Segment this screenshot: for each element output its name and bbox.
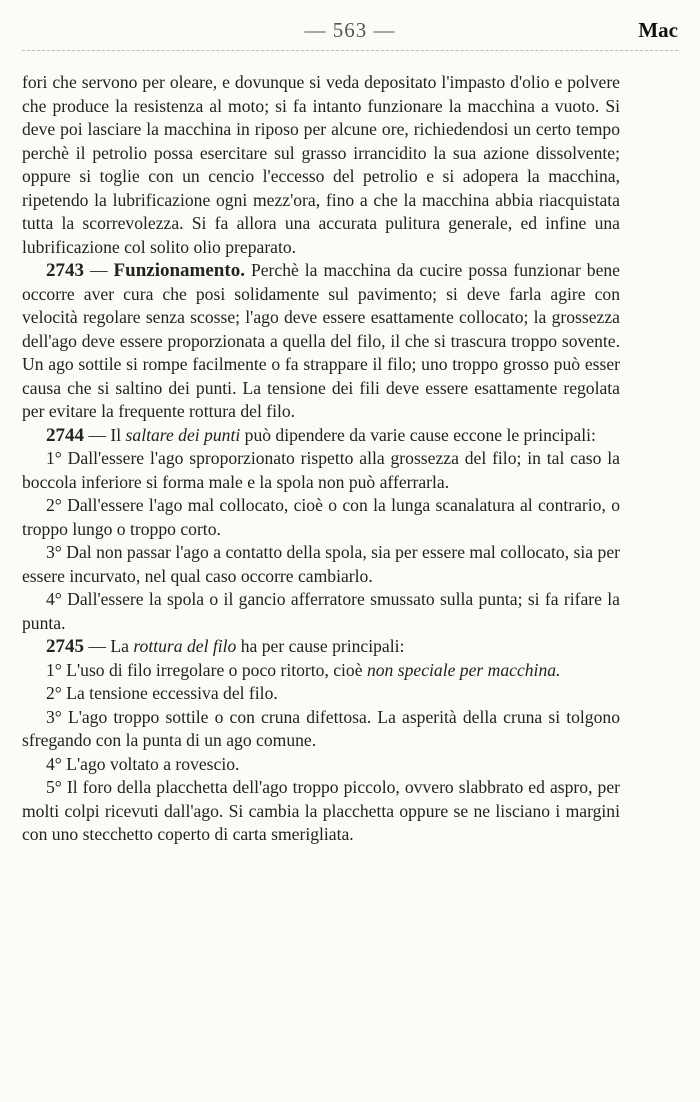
paragraph-text: 4° Dall'essere la spola o il gancio afferratore smussato sulla punta; si fa rifare la punta. bbox=[22, 589, 620, 633]
paragraph-text: 3° L'ago troppo sottile o con cruna difettosa. La asperità della cruna si tolgono sfregando con la punta di un ago comune. bbox=[22, 706, 620, 750]
paragraph-text: 5° Il foro della placchetta dell'ago troppo piccolo, ovvero slabbrato ed aspro, per molti colpi ricevuti dall'ago. Si cambia la placchetta oppure se ne lisciano i margini con uno stecchetto coperto di carta smerigliata. bbox=[22, 777, 620, 844]
list-item bbox=[22, 447, 620, 494]
section-number: 2744 bbox=[46, 424, 84, 446]
paragraph-text: 1° Dall'essere l'ago sproporzionato rispetto alla grossezza del filo; in tal caso la boccola inferiore si forma male e la spola non può afferrarla. bbox=[22, 448, 620, 492]
list-item bbox=[22, 659, 620, 683]
list-item bbox=[22, 588, 620, 635]
section-title: Funzionamento. bbox=[113, 260, 245, 281]
paragraph-text: Il bbox=[110, 424, 122, 445]
paragraph bbox=[22, 71, 620, 259]
section-2744: 2744 — Il saltare dei punti può dipendere da varie cause eccone le principali: bbox=[46, 424, 596, 446]
paragraph-text: 3° Dal non passar l'ago a contatto della spola, sia per essere mal collocato, sia per essere incurvato, nel qual caso occorre cambiarlo. bbox=[22, 542, 620, 586]
section-2743: 2743 — Funzionamento. Perchè la macchina da cucire possa funzionar bene occorre aver cura che posi solidamente sul pavimento; si deve farla agire con velocità regolare senza scosse; l'ago deve essere esattamente collocato; la grossezza dell'ago deve essere proporzionata a quella del filo, il che si trascura troppo sovente. Un ago sottile si rompe facilmente o fa strappare il filo; uno troppo grosso può esser causa che si saltino dei punti. La tensione dei fili deve essere esattamente regolata per evitare la frequente rottura del filo. bbox=[22, 260, 620, 421]
paragraph-text: 2° Dall'essere l'ago mal collocato, cioè o con la lunga scanalatura al contrario, o troppo lungo o troppo corto. bbox=[22, 495, 620, 539]
page-header bbox=[22, 18, 678, 48]
list-item bbox=[22, 776, 620, 847]
header-rule bbox=[22, 50, 678, 51]
section-2745: 2745 — La rottura del filo ha per cause principali: bbox=[46, 636, 405, 657]
section-number: 2743 bbox=[46, 260, 84, 281]
paragraph-text: La bbox=[110, 636, 129, 656]
emphasized-text: rottura del filo bbox=[133, 636, 237, 656]
section-number: 2745 bbox=[46, 636, 84, 657]
paragraph-text: 1° L'uso di filo irregolare o poco ritorto, cioè bbox=[46, 659, 363, 680]
page-number: — 563 — bbox=[304, 18, 396, 42]
list-item bbox=[22, 706, 620, 753]
list-item bbox=[22, 494, 620, 541]
emphasized-text: saltare dei punti bbox=[125, 424, 241, 445]
list-item bbox=[22, 682, 620, 706]
emphasized-text: non speciale per macchina. bbox=[366, 659, 561, 680]
list-item bbox=[22, 753, 620, 777]
paragraph-text: Perchè la macchina da cucire possa funzionar bene occorre aver cura che posi solidamente sul pavimento; si deve farla agire con velocità regolare senza scosse; l'ago deve essere esattamente collocato; la grossezza dell'ago deve essere proporzionata a quella del filo, il che si trascura troppo sovente. Un ago sottile si rompe facilmente o fa strappare il filo; uno troppo grosso può esser causa che si saltino dei punti. La tensione dei fili deve essere esattamente regolata per evitare la frequente rottura del filo. bbox=[22, 260, 620, 421]
paragraph-text: 2° La tensione eccessiva del filo. bbox=[46, 683, 278, 703]
paragraph-text: può dipendere da varie cause eccone le principali: bbox=[244, 424, 596, 445]
paragraph-text: ha per cause principali: bbox=[240, 636, 405, 656]
list-item bbox=[22, 541, 620, 588]
paragraph-text: fori che servono per oleare, e dovunque si veda depositato l'impasto d'olio e polvere che produce la resistenza al moto; si fa intanto funzionare la macchina a vuoto. Si deve poi lasciare la macchina in riposo per alcune ore, richiedendosi un certo tempo perchè il petrolio possa esercitare sul grasso irrancidito la sua azione dissolvente; oppure si toglie con un cencio l'eccesso del petrolio e si adopera la macchina, ripetendo la lubrificazione ogni mezz'ora, fino a che la macchina abbia riacquistata tutta la scorrevolezza. Si fa allora una accurata pulitura generale, ed infine una lubrificazione col solito olio preparato. bbox=[22, 72, 620, 257]
page-body bbox=[22, 71, 620, 847]
running-head: Mac bbox=[638, 18, 678, 42]
paragraph-text: 4° L'ago voltato a rovescio. bbox=[46, 753, 240, 774]
